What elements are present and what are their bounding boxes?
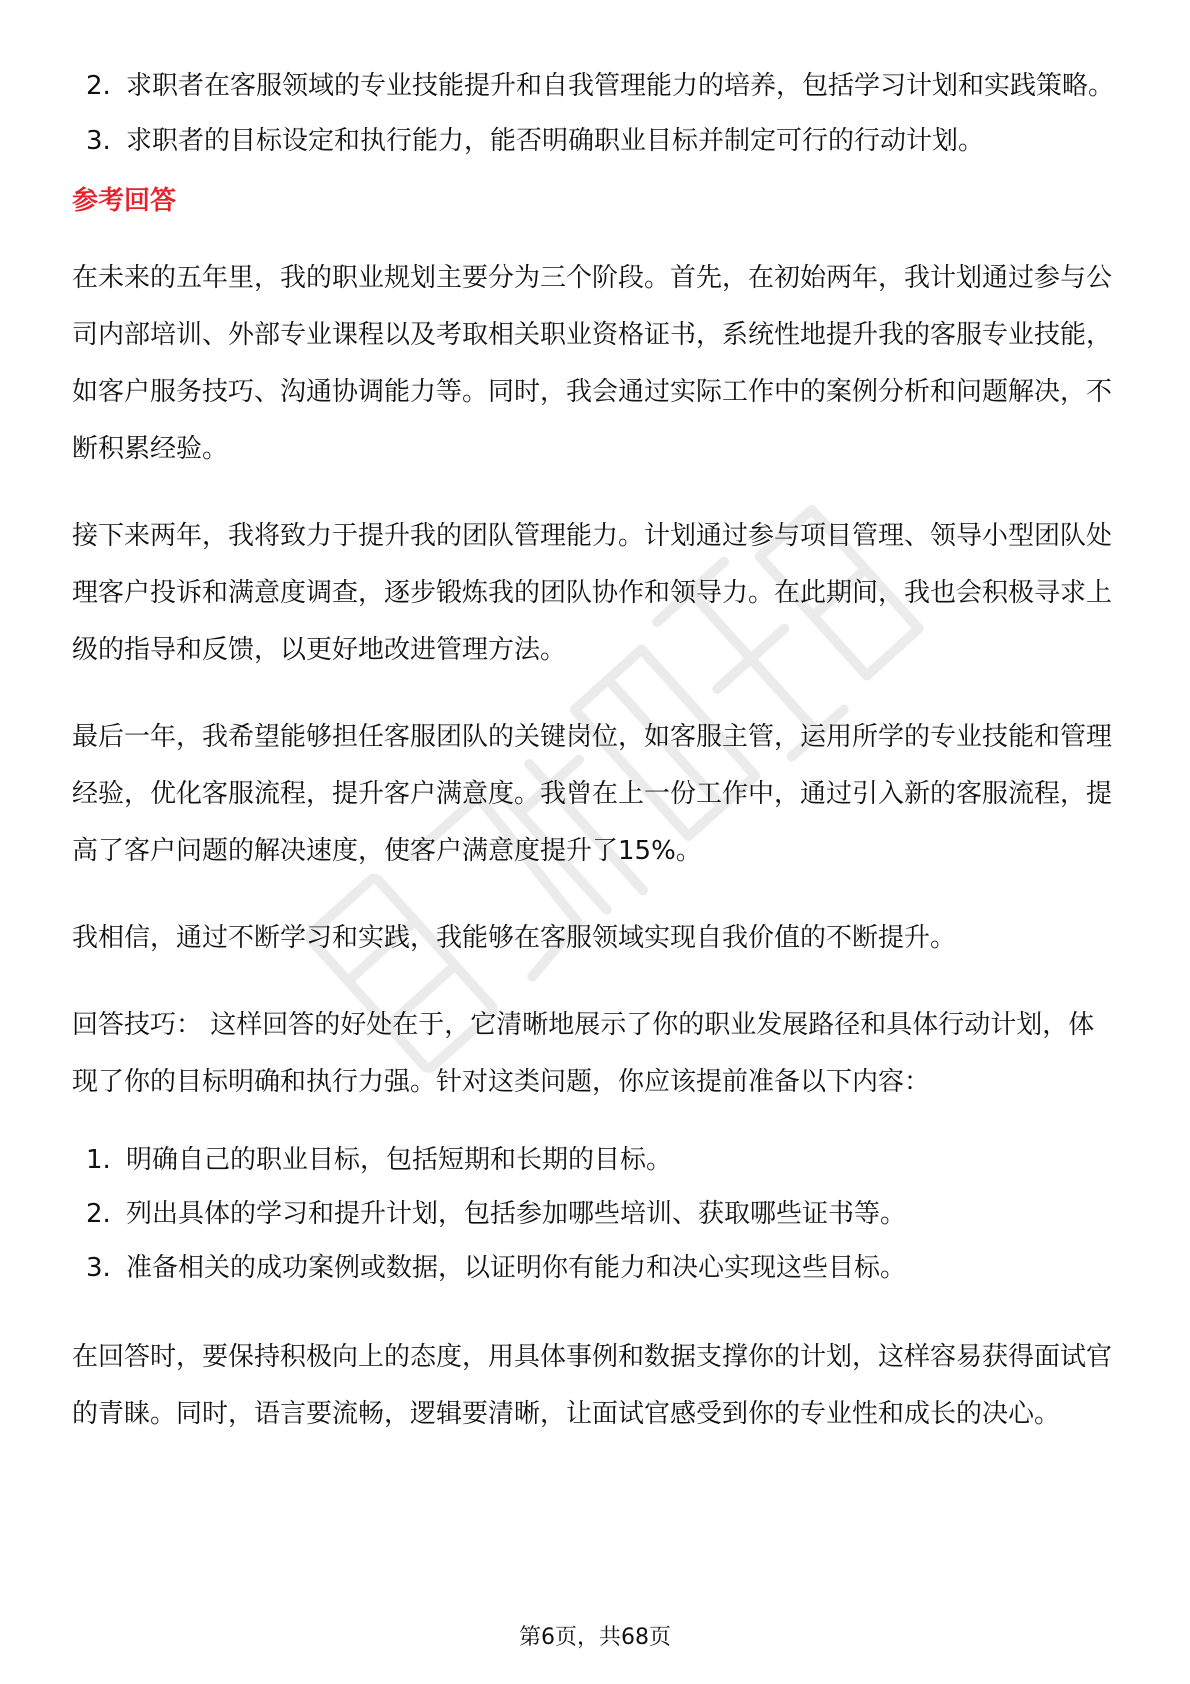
preparation-tips-list: [72, 1133, 1118, 1295]
evaluation-points-list: [72, 58, 1118, 168]
document-body: [72, 58, 1118, 1473]
answer-paragraph: 在未来的五年里，我的职业规划主要分为三个阶段。首先，在初始两年，我计划通过参与公司内部培训、外部专业课程以及考取相关职业资格证书，系统性地提升我的客服专业技能，如客户服务技巧、沟通协调能力等。同时，我会通过实际工作中的案例分析和问题解决，不断积累经验。: [72, 263, 1113, 464]
list-number: 3.: [86, 126, 111, 156]
closing-paragraph: 在回答时，要保持积极向上的态度，用具体事例和数据支撑你的计划，这样容易获得面试官的青睐。同时，语言要流畅，逻辑要清晰，让面试官感受到你的专业性和成长的决心。: [72, 1342, 1113, 1429]
page-footer: 第6页，共68页: [519, 1625, 671, 1650]
list-item-text: 求职者在客服领域的专业技能提升和自我管理能力的培养，包括学习计划和实践策略。: [126, 71, 1115, 101]
list-item: [72, 1133, 1118, 1187]
list-item-text: 列出具体的学习和提升计划，包括参加哪些培训、获取哪些证书等。: [126, 1199, 907, 1229]
answer-paragraph: 最后一年，我希望能够担任客服团队的关键岗位，如客服主管，运用所学的专业技能和管理经验，优化客服流程，提升客户满意度。我曾在上一份工作中，通过引入新的客服流程，提高了客户问题的解决速度，使客户满意度提升了15%。: [72, 722, 1113, 866]
list-item-text: 准备相关的成功案例或数据，以证明你有能力和决心实现这些目标。: [126, 1253, 907, 1283]
answer-paragraph: 我相信，通过不断学习和实践，我能够在客服领域实现自我价值的不断提升。: [72, 923, 957, 953]
list-item: [72, 114, 1118, 168]
tips-paragraph: 回答技巧： 这样回答的好处在于，它清晰地展示了你的职业发展路径和具体行动计划，体现了你的目标明确和执行力强。针对这类问题，你应该提前准备以下内容：: [72, 1010, 1095, 1097]
list-item: [72, 1241, 1118, 1295]
list-number: 2.: [86, 71, 111, 101]
list-number: 3.: [86, 1253, 111, 1283]
answer-paragraph: 接下来两年，我将致力于提升我的团队管理能力。计划通过参与项目管理、领导小型团队处理客户投诉和满意度调查，逐步锻炼我的团队协作和领导力。在此期间，我也会积极寻求上级的指导和反馈，以更好地改进管理方法。: [72, 521, 1113, 665]
list-item: [72, 58, 1118, 114]
list-item-text: 求职者的目标设定和执行能力，能否明确职业目标并制定可行的行动计划。: [126, 126, 985, 156]
list-number: 2.: [86, 1199, 111, 1229]
list-item-text: 明确自己的职业目标，包括短期和长期的目标。: [126, 1145, 673, 1175]
section-heading: 参考回答: [72, 186, 177, 216]
list-item: [72, 1187, 1118, 1241]
list-number: 1.: [86, 1145, 111, 1175]
